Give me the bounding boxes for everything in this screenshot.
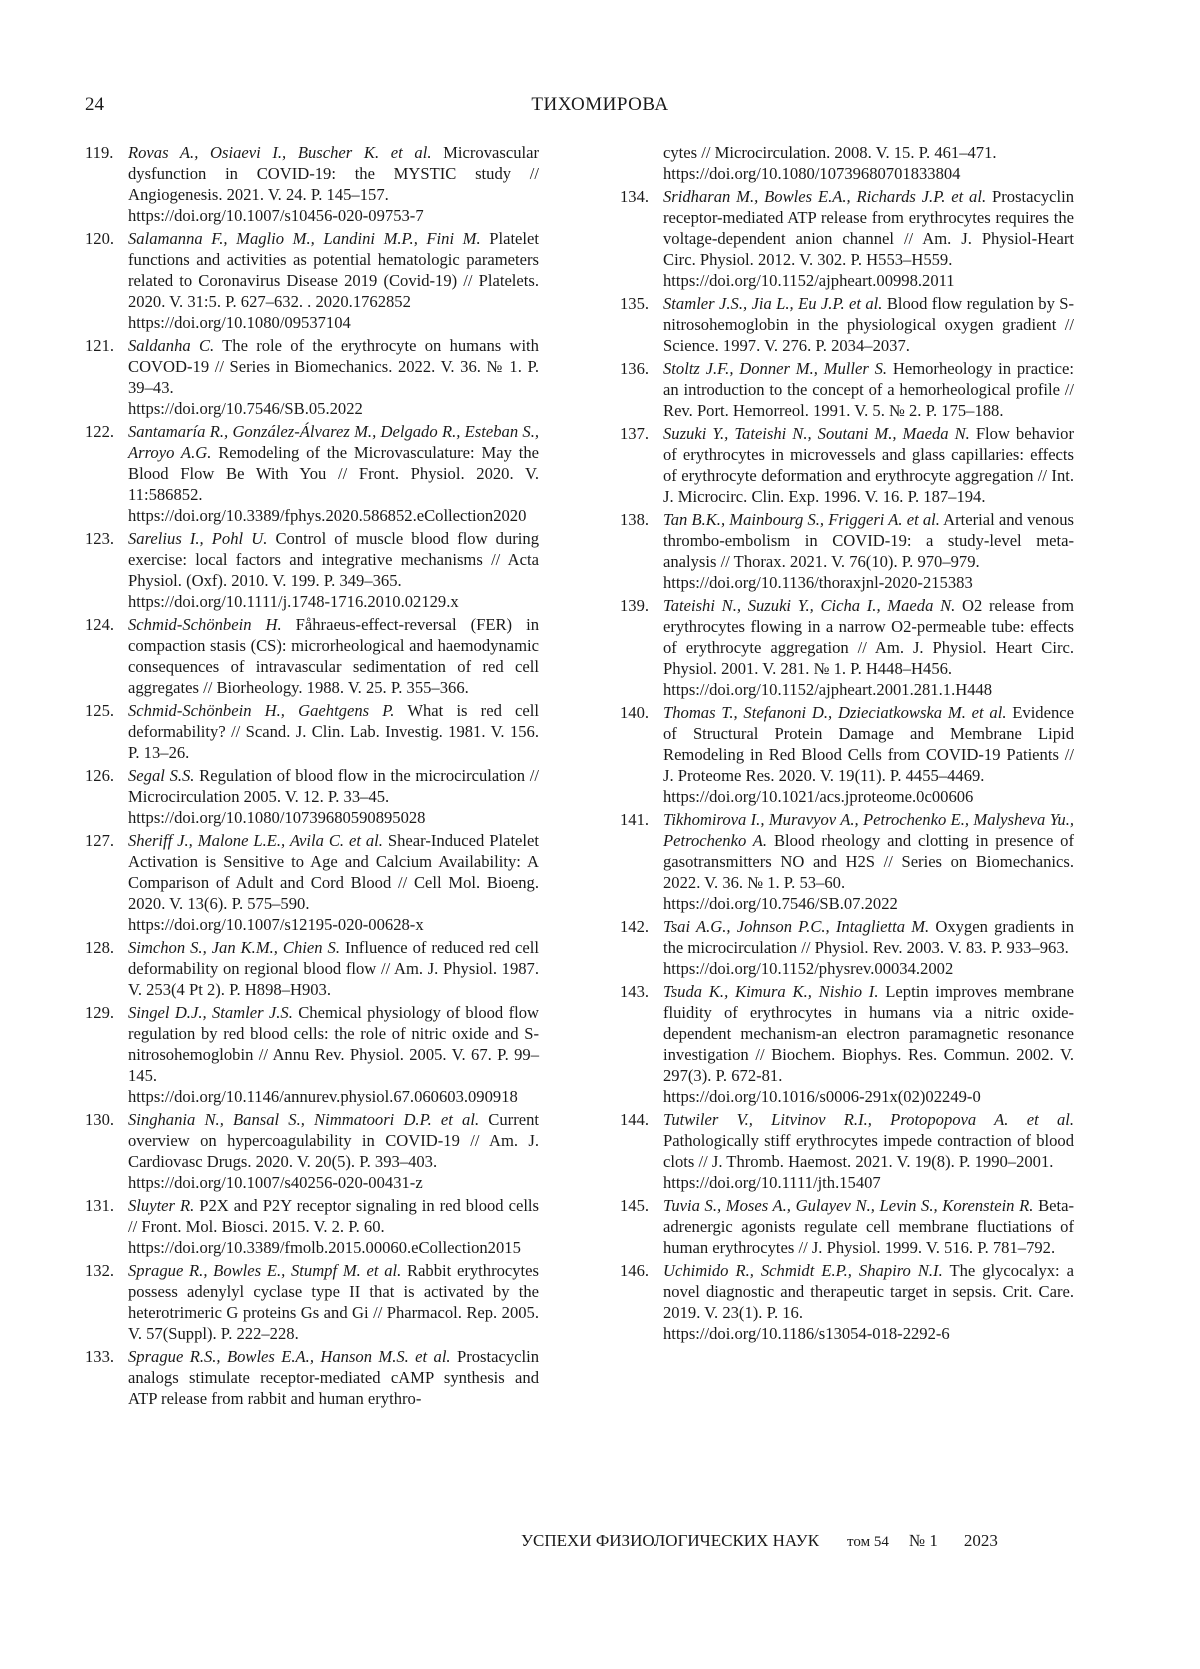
reference-entry: [85, 937, 539, 1000]
reference-number: 131.: [85, 1195, 114, 1216]
reference-text: Prostacyclin analogs stimulate receptor-mediated cAMP synthesis and ATP release from rabbit and human erythro-: [128, 1347, 539, 1408]
reference-authors: Sprague R., Bowles E., Stumpf M. et al.: [128, 1261, 401, 1280]
reference-doi-link[interactable]: https://doi.org/10.1111/j.1748-1716.2010.02129.x: [128, 591, 539, 612]
reference-number: 122.: [85, 421, 114, 442]
reference-text: Arterial and venous thrombo-embolism in COVID-19: a study-level meta-analysis // Thorax. 2021. V. 76(10). P. 970–979.: [663, 510, 1074, 571]
reference-number: 144.: [620, 1109, 649, 1130]
reference-text: Platelet functions and activities as potential hematologic parameters related to Coronavirus Disease 2019 (Covid-19) // Platelets. 2020. V. 31:5. P. 627–632. . 2020.1762852: [128, 229, 539, 311]
reference-entry: [85, 1260, 539, 1344]
reference-authors: Stoltz J.F., Donner M., Muller S.: [663, 359, 887, 378]
reference-number: 138.: [620, 509, 649, 530]
reference-authors: Tikhomirova I., Muravyov A., Petrochenko E., Malysheva Yu., Petrochenko A.: [663, 810, 1074, 850]
reference-number: 126.: [85, 765, 114, 786]
reference-authors: Singel D.J., Stamler J.S.: [128, 1003, 293, 1022]
reference-entry: [620, 916, 1074, 979]
reference-text: Microvascular dysfunction in COVID-19: the MYSTIC study // Angiogenesis. 2021. V. 24. P. 145–157.: [128, 143, 539, 204]
reference-doi-link[interactable]: https://doi.org/10.1080/10739680701833804: [663, 163, 1074, 184]
reference-entry: [85, 228, 539, 333]
reference-number: 129.: [85, 1002, 114, 1023]
reference-authors: Tateishi N., Suzuki Y., Cicha I., Maeda N.: [663, 596, 955, 615]
journal-name: УСПЕХИ ФИЗИОЛОГИЧЕСКИХ НАУК: [521, 1531, 819, 1550]
reference-entry: [85, 830, 539, 935]
journal-volume: том 54: [847, 1534, 889, 1550]
reference-entry: [620, 1195, 1074, 1258]
reference-entry: [620, 142, 1074, 184]
journal-footer: [521, 1531, 998, 1551]
reference-number: 139.: [620, 595, 649, 616]
reference-column-left: [85, 142, 539, 1411]
reference-entry: [85, 1346, 539, 1409]
reference-entry: [85, 1109, 539, 1193]
reference-number: 121.: [85, 335, 114, 356]
reference-doi-link[interactable]: https://doi.org/10.1146/annurev.physiol.67.060603.090918: [128, 1086, 539, 1107]
reference-doi-link[interactable]: https://doi.org/10.1007/s40256-020-00431-z: [128, 1172, 539, 1193]
reference-number: 137.: [620, 423, 649, 444]
reference-authors: Stamler J.S., Jia L., Eu J.P. et al.: [663, 294, 882, 313]
reference-authors: Segal S.S.: [128, 766, 194, 785]
reference-text: Influence of reduced red cell deformability on regional blood flow // Am. J. Physiol. 1987. V. 253(4 Pt 2). P. H898–H903.: [128, 938, 539, 999]
reference-entry: [620, 1109, 1074, 1193]
reference-number: 124.: [85, 614, 114, 635]
reference-text: Evidence of Structural Protein Damage and Membrane Lipid Remodeling in Red Blood Cells from COVID-19 Patients // J. Proteome Res. 2020. V. 19(11). P. 4455–4469.: [663, 703, 1074, 785]
reference-number: 120.: [85, 228, 114, 249]
reference-authors: Uchimido R., Schmidt E.P., Shapiro N.I.: [663, 1261, 943, 1280]
reference-number: 146.: [620, 1260, 649, 1281]
reference-entry: [85, 528, 539, 612]
reference-authors: Tsai A.G., Johnson P.C., Intaglietta M.: [663, 917, 929, 936]
reference-authors: Sridharan M., Bowles E.A., Richards J.P. et al.: [663, 187, 986, 206]
reference-entry: [85, 1195, 539, 1258]
reference-number: 145.: [620, 1195, 649, 1216]
reference-entry: [620, 702, 1074, 807]
reference-text: The role of the erythrocyte on humans with COVOD-19 // Series in Biomechanics. 2022. V. 36. № 1. P. 39–43.: [128, 336, 539, 397]
reference-authors: Schmid-Schönbein H., Gaehtgens P.: [128, 701, 394, 720]
reference-doi-link[interactable]: https://doi.org/10.1016/s0006-291x(02)02249-0: [663, 1086, 1074, 1107]
reference-text: Pathologically stiff erythrocytes impede contraction of blood clots // J. Thromb. Haemost. 2021. V. 19(8). P. 1990–2001.: [663, 1131, 1074, 1171]
journal-issue: № 1: [909, 1531, 938, 1550]
reference-entry: [85, 421, 539, 526]
reference-doi-link[interactable]: https://doi.org/10.1007/s10456-020-09753-7: [128, 205, 539, 226]
reference-number: 125.: [85, 700, 114, 721]
reference-text: Blood flow regulation by S-nitrosohemoglobin in the physiological oxygen gradient // Science. 1997. V. 276. P. 2034–2037.: [663, 294, 1074, 355]
reference-doi-link[interactable]: https://doi.org/10.1080/09537104: [128, 312, 539, 333]
reference-text: Rabbit erythrocytes possess adenylyl cyclase type II that is activated by the heterotrimeric G proteins Gs and Gi // Pharmacol. Rep. 2005. V. 57(Suppl). P. 222–228.: [128, 1261, 539, 1343]
reference-entry: [85, 614, 539, 698]
reference-column-right: [620, 142, 1074, 1346]
reference-doi-link[interactable]: https://doi.org/10.1021/acs.jproteome.0c00606: [663, 786, 1074, 807]
reference-text: cytes // Microcirculation. 2008. V. 15. P. 461–471.: [663, 143, 997, 162]
reference-text: Control of muscle blood flow during exercise: local factors and integrative mechanisms // Acta Physiol. (Oxf). 2010. V. 199. P. 349–365.: [128, 529, 539, 590]
reference-authors: Singhania N., Bansal S., Nimmatoori D.P. et al.: [128, 1110, 479, 1129]
reference-number: 141.: [620, 809, 649, 830]
reference-authors: Simchon S., Jan K.M., Chien S.: [128, 938, 340, 957]
reference-number: 133.: [85, 1346, 114, 1367]
reference-entry: [620, 595, 1074, 700]
reference-text: The glycocalyx: a novel diagnostic and therapeutic target in sepsis. Crit. Care. 2019. V. 23(1). P. 16.: [663, 1261, 1074, 1322]
reference-entry: [620, 1260, 1074, 1344]
reference-text: What is red cell deformability? // Scand. J. Clin. Lab. Investig. 1981. V. 156. P. 13–26.: [128, 701, 539, 762]
reference-doi-link[interactable]: https://doi.org/10.7546/SB.05.2022: [128, 398, 539, 419]
reference-authors: Sarelius I., Pohl U.: [128, 529, 267, 548]
reference-authors: Tuvia S., Moses A., Gulayev N., Levin S., Korenstein R.: [663, 1196, 1033, 1215]
reference-doi-link[interactable]: https://doi.org/10.7546/SB.07.2022: [663, 893, 1074, 914]
reference-entry: [620, 186, 1074, 291]
reference-doi-link[interactable]: https://doi.org/10.1080/10739680590895028: [128, 807, 539, 828]
reference-doi-link[interactable]: https://doi.org/10.1152/physrev.00034.2002: [663, 958, 1074, 979]
reference-entry: [620, 423, 1074, 507]
reference-authors: Sheriff J., Malone L.E., Avila C. et al.: [128, 831, 383, 850]
reference-number: 123.: [85, 528, 114, 549]
reference-authors: Tan B.K., Mainbourg S., Friggeri A. et al.: [663, 510, 940, 529]
reference-authors: Rovas A., Osiaevi I., Buscher K. et al.: [128, 143, 431, 162]
reference-authors: Suzuki Y., Tateishi N., Soutani M., Maeda N.: [663, 424, 970, 443]
reference-text: Prostacyclin receptor-mediated ATP release from erythrocytes requires the voltage-dependent anion channel // Am. J. Physiol-Heart Circ. Physiol. 2012. V. 302. P. H553–H559.: [663, 187, 1074, 269]
reference-number: 140.: [620, 702, 649, 723]
reference-number: 136.: [620, 358, 649, 379]
reference-entry: [85, 1002, 539, 1107]
reference-authors: Schmid-Schönbein H.: [128, 615, 282, 634]
reference-text: Remodeling of the Microvasculature: May the Blood Flow Be With You // Front. Physiol. 2020. V. 11:586852.: [128, 443, 539, 504]
reference-entry: [620, 809, 1074, 914]
reference-entry: [620, 981, 1074, 1107]
page-number: 24: [85, 94, 104, 116]
reference-authors: Saldanha C.: [128, 336, 214, 355]
reference-text: O2 release from erythrocytes flowing in a narrow O2-permeable tube: effects of erythrocyte aggregation // Am. J. Physiol. Heart Circ. Physiol. 2001. V. 281. № 1. P. H448–H456.: [663, 596, 1074, 678]
reference-text: Oxygen gradients in the microcirculation // Physiol. Rev. 2003. V. 83. P. 933–963.: [663, 917, 1074, 957]
reference-entry: [620, 509, 1074, 593]
reference-entry: [85, 765, 539, 828]
reference-authors: Tsuda K., Kimura K., Nishio I.: [663, 982, 878, 1001]
reference-text: Hemorheology in practice: an introduction to the concept of a hemorheological profile // Rev. Port. Hemorreol. 1991. V. 5. № 2. P. 175–188.: [663, 359, 1074, 420]
reference-number: 130.: [85, 1109, 114, 1130]
reference-text: Flow behavior of erythrocytes in microvessels and glass capillaries: effects of erythrocyte deformation and erythrocyte aggregation // Int. J. Microcirc. Clin. Exp. 1996. V. 16. P. 187–194.: [663, 424, 1074, 506]
reference-text: Regulation of blood flow in the microcirculation // Microcirculation 2005. V. 12. P. 33–45.: [128, 766, 539, 806]
reference-entry: [85, 335, 539, 419]
reference-doi-link[interactable]: https://doi.org/10.3389/fphys.2020.586852.eCollection2020: [128, 505, 539, 526]
reference-number: 142.: [620, 916, 649, 937]
reference-entry: [85, 700, 539, 763]
reference-entry: [620, 358, 1074, 421]
reference-text: Leptin improves membrane fluidity of erythrocytes in humans via a nitric oxide-dependent mechanism-an electron paramagnetic resonance investigation // Biochem. Biophys. Res. Commun. 2002. V. 297(3). P. 672-81.: [663, 982, 1074, 1085]
reference-doi-link[interactable]: https://doi.org/10.1152/ajpheart.00998.2011: [663, 270, 1074, 291]
reference-doi-link[interactable]: https://doi.org/10.1136/thoraxjnl-2020-215383: [663, 572, 1074, 593]
reference-authors: Thomas T., Stefanoni D., Dzieciatkowska M. et al.: [663, 703, 1006, 722]
reference-text: Fåhraeus-effect-reversal (FER) in compaction stasis (CS): microrheological and haemodynamic consequences of intravascular sedimentation of red cell aggregates // Biorheology. 1988. V. 25. P. 355–366.: [128, 615, 539, 697]
reference-doi-link[interactable]: https://doi.org/10.1152/ajpheart.2001.281.1.H448: [663, 679, 1074, 700]
reference-number: 132.: [85, 1260, 114, 1281]
reference-entry: [620, 293, 1074, 356]
reference-entry: [85, 142, 539, 226]
running-title: ТИХОМИРОВА: [0, 94, 1200, 116]
reference-number: 119.: [85, 142, 113, 163]
reference-text: Current overview on hypercoagulability in COVID-19 // Am. J. Cardiovasc Drugs. 2020. V. 20(5). P. 393–403.: [128, 1110, 539, 1171]
reference-authors: Salamanna F., Maglio M., Landini M.P., Fini M.: [128, 229, 481, 248]
reference-number: 128.: [85, 937, 114, 958]
reference-doi-link[interactable]: https://doi.org/10.1186/s13054-018-2292-6: [663, 1323, 1074, 1344]
reference-number: 135.: [620, 293, 649, 314]
reference-number: 134.: [620, 186, 649, 207]
reference-number: 127.: [85, 830, 114, 851]
reference-text: P2X and P2Y receptor signaling in red blood cells // Front. Mol. Biosci. 2015. V. 2. P. 60.: [128, 1196, 539, 1236]
reference-text: Chemical physiology of blood flow regulation by red blood cells: the role of nitric oxide and S-nitrosohemoglobin // Annu Rev. Physiol. 2005. V. 67. P. 99–145.: [128, 1003, 539, 1085]
reference-doi-link[interactable]: https://doi.org/10.1111/jth.15407: [663, 1172, 1074, 1193]
reference-number: 143.: [620, 981, 649, 1002]
reference-doi-link[interactable]: https://doi.org/10.3389/fmolb.2015.00060.eCollection2015: [128, 1237, 539, 1258]
reference-text: Beta-adrenergic agonists regulate cell membrane fluctiations of human erythrocytes // J. Physiol. 1999. V. 516. P. 781–792.: [663, 1196, 1074, 1257]
journal-year: 2023: [964, 1531, 998, 1550]
reference-authors: Tutwiler V., Litvinov R.I., Protopopova A. et al.: [663, 1110, 1074, 1129]
reference-text: Shear-Induced Platelet Activation is Sensitive to Age and Calcium Availability: A Comparison of Adult and Cord Blood // Cell Mol. Bioeng. 2020. V. 13(6). P. 575–590.: [128, 831, 539, 913]
reference-authors: Sluyter R.: [128, 1196, 194, 1215]
reference-authors: Sprague R.S., Bowles E.A., Hanson M.S. et al.: [128, 1347, 451, 1366]
reference-doi-link[interactable]: https://doi.org/10.1007/s12195-020-00628-x: [128, 914, 539, 935]
reference-authors: Santamaría R., González-Álvarez M., Delgado R., Esteban S., Arroyo A.G.: [128, 422, 539, 462]
reference-text: Blood rheology and clotting in presence of gasotransmitters NO and H2S // Series on Biomechanics. 2022. V. 36. № 1. P. 53–60.: [663, 831, 1074, 892]
